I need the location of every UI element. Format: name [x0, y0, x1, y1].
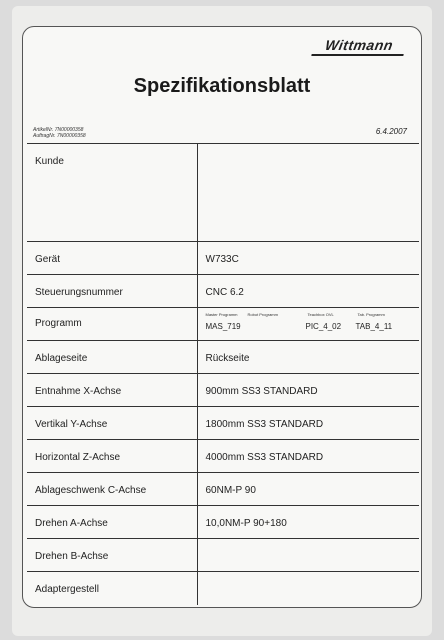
row-value: 10,0NM-P 90+180 [197, 506, 419, 539]
row-label: Ablageschwenk C-Achse [27, 473, 197, 506]
date: 6.4.2007 [375, 127, 407, 136]
program-value: MAS_719 [205, 322, 241, 331]
reference-numbers [33, 127, 86, 139]
table-row [27, 440, 419, 473]
row-label: Gerät [27, 242, 197, 275]
row-label: Adaptergestell [27, 572, 197, 605]
table-row [27, 275, 419, 308]
program-header: Robot Programm [247, 312, 278, 317]
table-row [27, 539, 419, 572]
row-label: Horizontal Z-Achse [27, 440, 197, 473]
row-label: Programm [27, 308, 197, 341]
row-value [197, 144, 419, 242]
table-row [27, 374, 419, 407]
program-header: Master Programm [205, 312, 238, 317]
row-value: 900mm SS3 STANDARD [197, 374, 419, 407]
table-row [27, 506, 419, 539]
row-label: Entnahme X-Achse [27, 374, 197, 407]
table-row [27, 572, 419, 605]
row-value: 60NM-P 90 [197, 473, 419, 506]
row-label: Vertikal Y-Achse [27, 407, 197, 440]
row-label: Steuerungsnummer [27, 275, 197, 308]
specification-card [22, 26, 422, 608]
row-value: Rückseite [197, 341, 419, 374]
program-value: PIC_4_02 [305, 322, 342, 331]
table-row [27, 144, 419, 242]
company-logo: Wittmann [311, 37, 406, 56]
table-row [27, 242, 419, 275]
row-value: CNC 6.2 [197, 275, 419, 308]
row-label: Drehen A-Achse [27, 506, 197, 539]
row-value: W733C [197, 242, 419, 275]
page-title: Spezifikationsblatt [133, 75, 311, 97]
row-label: Ablageseite [27, 341, 197, 374]
program-value: TAB_4_11 [355, 322, 393, 331]
program-cell [197, 308, 419, 341]
row-label: Kunde [27, 144, 197, 242]
table-row [27, 308, 419, 341]
article-number: ArtikelNr. 7N00000358 [33, 127, 84, 133]
table-row [27, 473, 419, 506]
program-header: Teachbox OVL [307, 312, 334, 317]
spec-table [27, 143, 419, 605]
row-label: Drehen B-Achse [27, 539, 197, 572]
row-value [197, 572, 419, 605]
row-value: 1800mm SS3 STANDARD [197, 407, 419, 440]
program-header: Tab. Programm [357, 312, 385, 317]
table-row [27, 341, 419, 374]
order-number: AuftragNr. 7N00000358 [33, 133, 86, 139]
table-row [27, 407, 419, 440]
row-value [197, 539, 419, 572]
row-value: 4000mm SS3 STANDARD [197, 440, 419, 473]
